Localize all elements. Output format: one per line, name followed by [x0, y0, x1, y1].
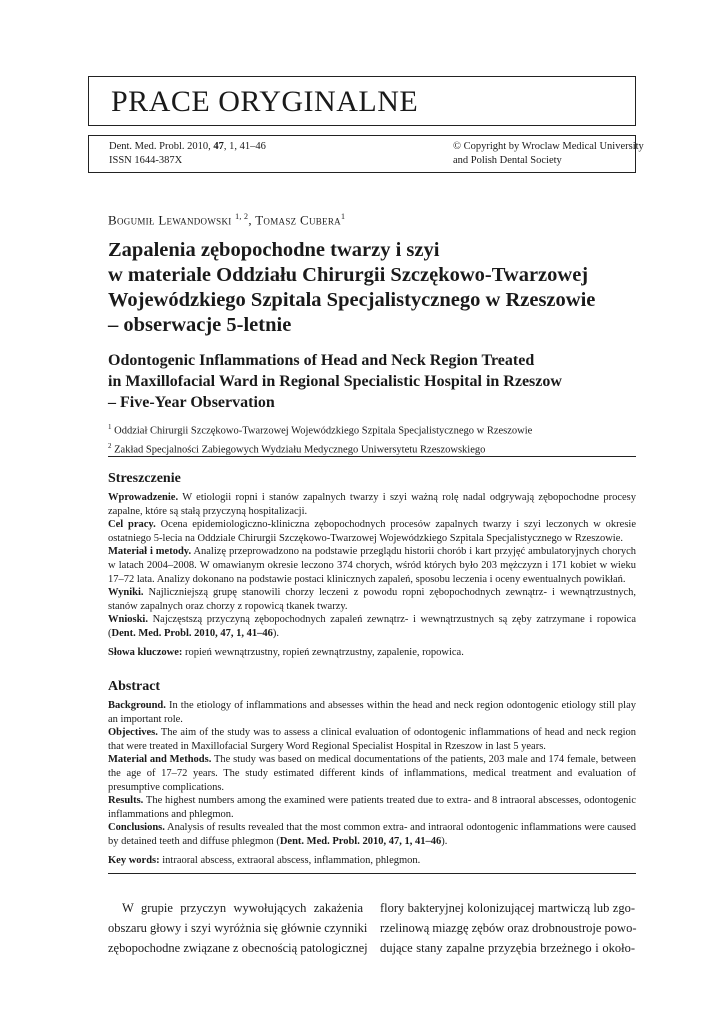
background-label: Background.: [108, 700, 166, 711]
conclusions-end-en: ).: [441, 835, 448, 847]
conclusions-label-en: Conclusions.: [108, 822, 165, 834]
body-line: obszaru głowy i szyi wyróżnia się głównie czynniki: [108, 921, 368, 935]
body-column-left: [108, 898, 368, 958]
results-label-en: Results.: [108, 795, 144, 807]
body-line: dujące stany zapalne przyzębia brzeżnego i około-: [380, 941, 635, 955]
conclusions-end: ).: [272, 627, 280, 639]
keywords-text: ropień wewnątrzustny, ropień zewnątrzustny, zapalenie, ropowica.: [182, 646, 464, 658]
divider-top: [108, 456, 636, 457]
body-line: zębopochodne związane z obecnością patologicznej: [108, 941, 368, 955]
results-label: Wyniki.: [108, 587, 144, 599]
authors: [108, 212, 345, 228]
affiliation-text: Zakład Specjalności Zabiegowych Wydziału Medycznego Uniwersytetu Rzeszowskiego: [114, 444, 486, 455]
intro-text: W etiologii ropni i stanów zapalnych twarzy i szyi ważną rolę nadal odgrywają zębopochodne procesy zapalne, które są stałą przyczyną hospitalizacji.: [108, 492, 636, 517]
title-pl-line: Wojewódzkiego Szpitala Specjalistycznego w Rzeszowie: [108, 289, 596, 311]
citation-prefix: Dent. Med. Probl. 2010,: [109, 141, 214, 152]
abstract-body: [108, 699, 636, 867]
methods-text: Analizę przeprowadzono na podstawie przeglądu historii chorób i kart przyjęć ambulatoryjnych chorych w latach 2004–2008. W omawianym okresie leczono 374 chorych, wśród których było 203 mężczyzn i 171 kobiet w wieku 17–72 lata. Analizy dokonano na podstawie postaci klinicznych zapaleń, sposobu leczenia i oceny ewentualnych powikłań.: [108, 546, 636, 585]
objectives-text: The aim of the study was to assess a clinical evaluation of odontogenic inflammations of head and neck region that were treated in Maxillofacial Surgery Word Regional Specialist Hospital in Rzeszow in last 5 years.: [108, 727, 636, 752]
body-line: flory bakteryjnej kolonizującej martwiczą lub zgo-: [380, 901, 635, 915]
conclusions-citation-en: Dent. Med. Probl. 2010, 47, 1, 41–46: [279, 835, 442, 847]
title-en-line: in Maxillofacial Ward in Regional Specialistic Hospital in Rzeszow: [108, 373, 562, 390]
methods-label-en: Material and Methods.: [108, 754, 212, 766]
affiliation-number: 2: [108, 441, 112, 450]
affiliation-number: 1: [108, 423, 112, 431]
body-line: rzelinową miazgę zębów oraz drobnoustroje powo-: [380, 921, 637, 935]
conclusions-text-en: Analysis of results revealed that the most common extra- and intraoral odontogenic inflammations were caused by detained teeth and diffuse phlegmon (: [108, 822, 636, 847]
title-en-line: – Five-Year Observation: [108, 394, 275, 411]
methods-text-en: The study was based on medical documentations of the patients, 203 male and 174 female, between the age of 17–72 years. The study estimated different kinds of inflammations, medical treatment and evaluation of presumptive complications.: [108, 754, 637, 793]
body-line: W grupie przyczyn wywołujących zakażenia: [122, 901, 363, 915]
aim-text: Ocena epidemiologiczno-kliniczna zębopochodnych procesów zapalnych twarzy i szyi leczonych w okresie ostatniego 5-lecia na Oddziale Chirurgii Szczękowo-Twarzowej Wojewódzkiego Szpitala Specjalistycznego w Rzeszowie.: [108, 519, 636, 544]
objectives-label: Objectives.: [108, 727, 158, 739]
keywords-label-en: Key words:: [108, 854, 160, 866]
affiliation-item: [108, 420, 648, 439]
title-polish: [108, 238, 648, 338]
title-pl-line: Zapalenia zębopochodne twarzy i szyi: [108, 239, 440, 261]
abstract-heading: Abstract: [108, 679, 161, 694]
conclusions-citation: Dent. Med. Probl. 2010, 47, 1, 41–46: [111, 627, 273, 639]
results-text-en: The highest numbers among the examined were patients treated due to extra- and 8 intraoral abscesses, odontogenic inflammations and phlegmon.: [108, 795, 636, 820]
citation-meta-box: [88, 135, 644, 173]
title-pl-line: w materiale Oddziału Chirurgii Szczękowo-Twarzowej: [108, 264, 589, 286]
affiliation-text: Oddział Chirurgii Szczękowo-Twarzowej Wojewódzkiego Szpitala Specjalistycznego w Rzeszowie: [114, 425, 533, 437]
title-english: [108, 350, 648, 413]
author-1: Bogumił Lewandowski: [108, 212, 232, 228]
methods-label: Materiał i metody.: [108, 546, 192, 558]
affiliations: [108, 420, 648, 457]
conclusions-label: Wnioski.: [108, 614, 148, 626]
citation-volume: 47: [213, 141, 224, 152]
issn: ISSN 1644-387X: [109, 155, 183, 166]
author-2-affil: 1: [340, 212, 346, 221]
author-2: Tomasz Cubera: [255, 212, 341, 228]
author-separator: ,: [248, 212, 256, 228]
copyright-line-1: © Copyright by Wroclaw Medical University: [453, 141, 644, 152]
aim-label: Cel pracy.: [108, 519, 156, 531]
conclusions-text: Najczęstszą przyczyną zębopochodnych zapaleń zewnątrz- i wewnątrzustnych są zęby zatrzymane i ropowica (: [108, 614, 636, 639]
streszczenie-heading: Streszczenie: [108, 471, 181, 486]
journal-section-title: PRACE ORYGINALNE: [111, 85, 419, 118]
body-column-right: [380, 898, 635, 958]
title-pl-line: – obserwacje 5-letnie: [108, 314, 292, 336]
keywords-text-en: intraoral abscess, extraoral abscess, inflammation, phlegmon.: [159, 854, 421, 866]
intro-label: Wprowadzenie.: [108, 492, 179, 503]
results-text: Najliczniejszą grupę stanowili chorzy leczeni z powodu ropni zębopochodnych zewnątrz- i wewnątrzustnych, stanów zapalnych oraz chorzy z ropowicą tkanek twarzy.: [108, 587, 636, 612]
divider-bottom: [108, 873, 636, 874]
title-en-line: Odontogenic Inflammations of Head and Neck Region Treated: [108, 352, 535, 369]
background-text: In the etiology of inflammations and absesses within the head and neck region odontogenic etiology still play an important role.: [108, 700, 636, 725]
citation-info: [109, 140, 266, 168]
keywords-label: Słowa kluczowe:: [108, 646, 183, 658]
affiliation-item: [108, 439, 648, 458]
journal-header-box: [88, 76, 636, 126]
citation-suffix: , 1, 41–46: [223, 141, 266, 152]
author-1-affil: 1, 2: [235, 212, 249, 221]
copyright-line-2: and Polish Dental Society: [453, 155, 562, 166]
copyright-info: [453, 140, 644, 168]
streszczenie-body: [108, 491, 636, 659]
